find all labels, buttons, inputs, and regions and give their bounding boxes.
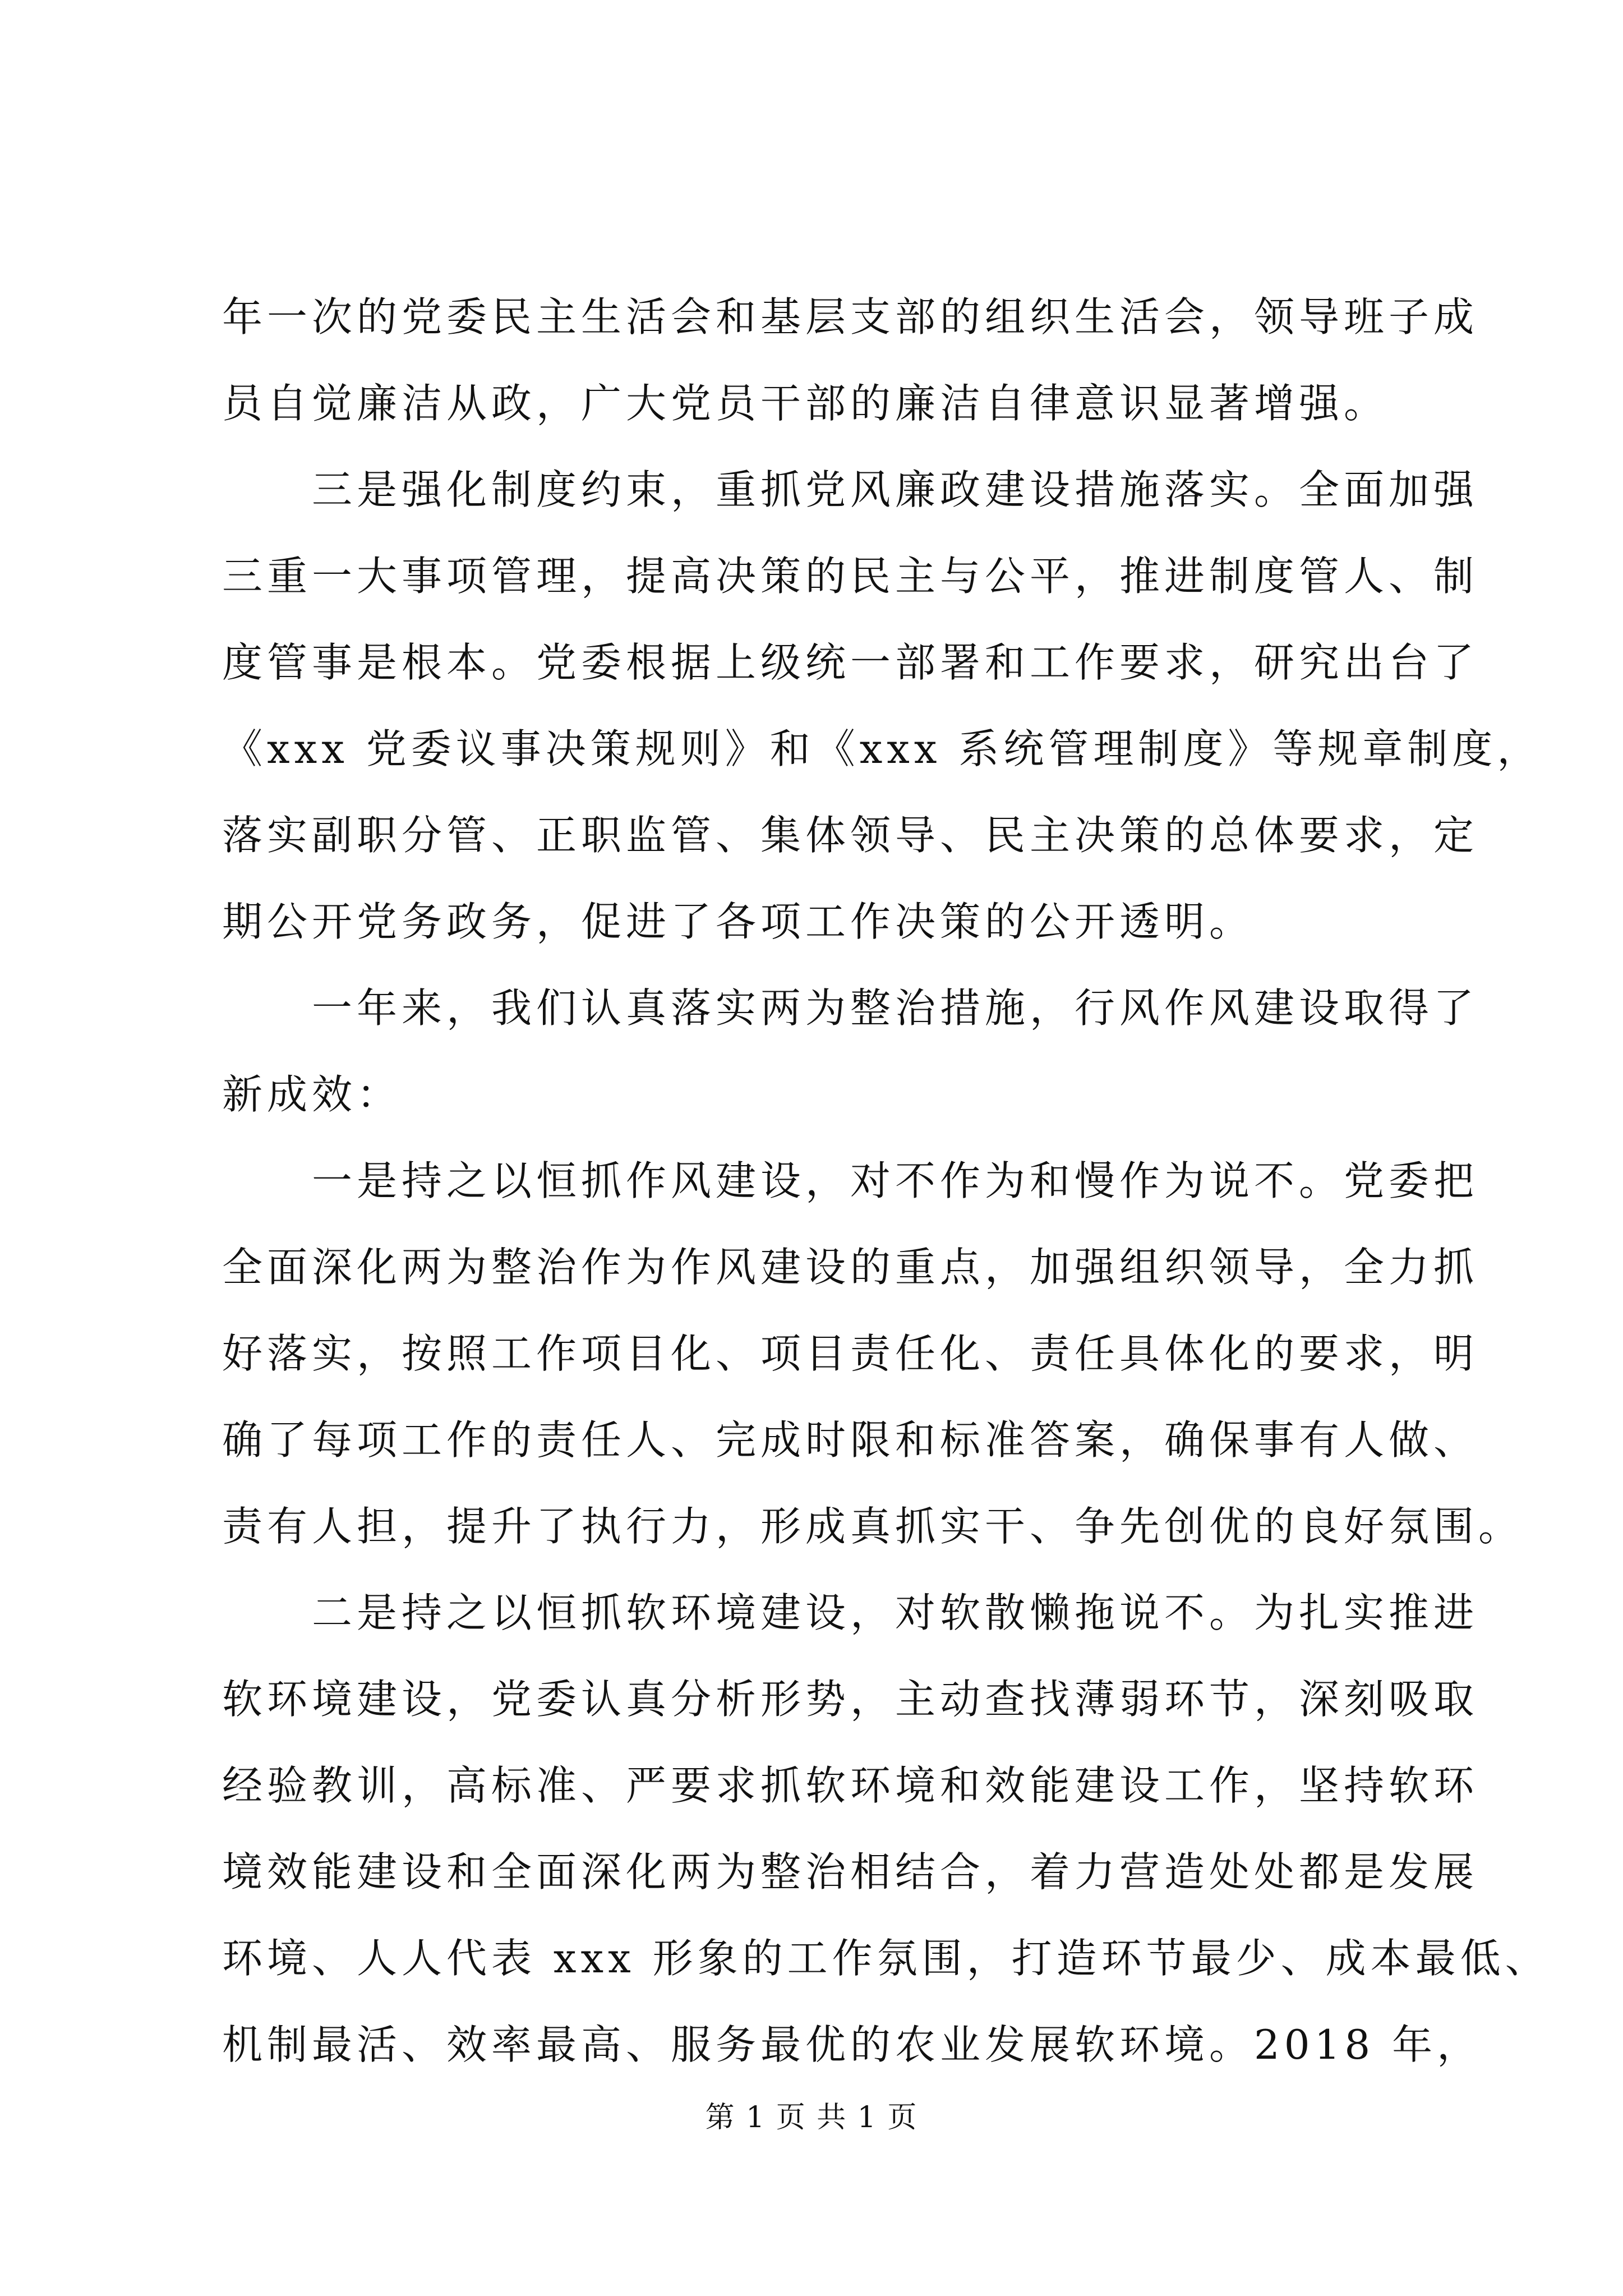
text-line: 员自觉廉洁从政，广大党员干部的廉洁自律意识显著增强。 bbox=[222, 380, 1389, 427]
text-line: 一年来，我们认真落实两为整治措施，行风作风建设取得了 bbox=[312, 984, 1479, 1032]
text-line: 落实副职分管、正职监管、集体领导、民主决策的总体要求，定 bbox=[222, 812, 1479, 859]
text-line: 三重一大事项管理，提高决策的民主与公平，推进制度管人、制 bbox=[222, 553, 1479, 600]
text-line: 二是持之以恒抓软环境建设，对软散懒拖说不。为扎实推进 bbox=[312, 1589, 1479, 1636]
text-line: 软环境建设，党委认真分析形势，主动查找薄弱环节，深刻吸取 bbox=[222, 1676, 1479, 1723]
page-footer: 第 1 页 共 1 页 bbox=[705, 2101, 918, 2134]
text-line: 三是强化制度约束，重抓党风廉政建设措施落实。全面加强 bbox=[312, 466, 1479, 513]
text-line: 一是持之以恒抓作风建设，对不作为和慢作为说不。党委把 bbox=[312, 1157, 1479, 1204]
text-line: 年一次的党委民主生活会和基层支部的组织生活会，领导班子成 bbox=[222, 293, 1479, 341]
text-line: 机制最活、效率最高、服务最优的农业发展软环境。2018 年， bbox=[222, 2021, 1482, 2068]
text-line: 新成效： bbox=[222, 1071, 402, 1118]
text-line: 责有人担，提升了执行力，形成真抓实干、争先创优的良好氛围。 bbox=[222, 1503, 1524, 1550]
text-line: 《xxx 党委议事决策规则》和《xxx 系统管理制度》等规章制度， bbox=[222, 725, 1542, 772]
text-line: 确了每项工作的责任人、完成时限和标准答案，确保事有人做、 bbox=[222, 1416, 1479, 1464]
text-line: 境效能建设和全面深化两为整治相结合，着力营造处处都是发展 bbox=[222, 1848, 1479, 1895]
text-line: 经验教训，高标准、严要求抓软环境和效能建设工作，坚持软环 bbox=[222, 1762, 1479, 1809]
text-line: 好落实，按照工作项目化、项目责任化、责任具体化的要求，明 bbox=[222, 1330, 1479, 1377]
text-line: 期公开党务政务，促进了各项工作决策的公开透明。 bbox=[222, 898, 1255, 945]
text-line: 环境、人人代表 xxx 形象的工作氛围，打造环节最少、成本最低、 bbox=[222, 1935, 1550, 1982]
document-body bbox=[222, 274, 1550, 2088]
text-line: 全面深化两为整治作为作风建设的重点，加强组织领导，全力抓 bbox=[222, 1244, 1479, 1291]
text-line: 度管事是根本。党委根据上级统一部署和工作要求，研究出台了 bbox=[222, 639, 1479, 686]
